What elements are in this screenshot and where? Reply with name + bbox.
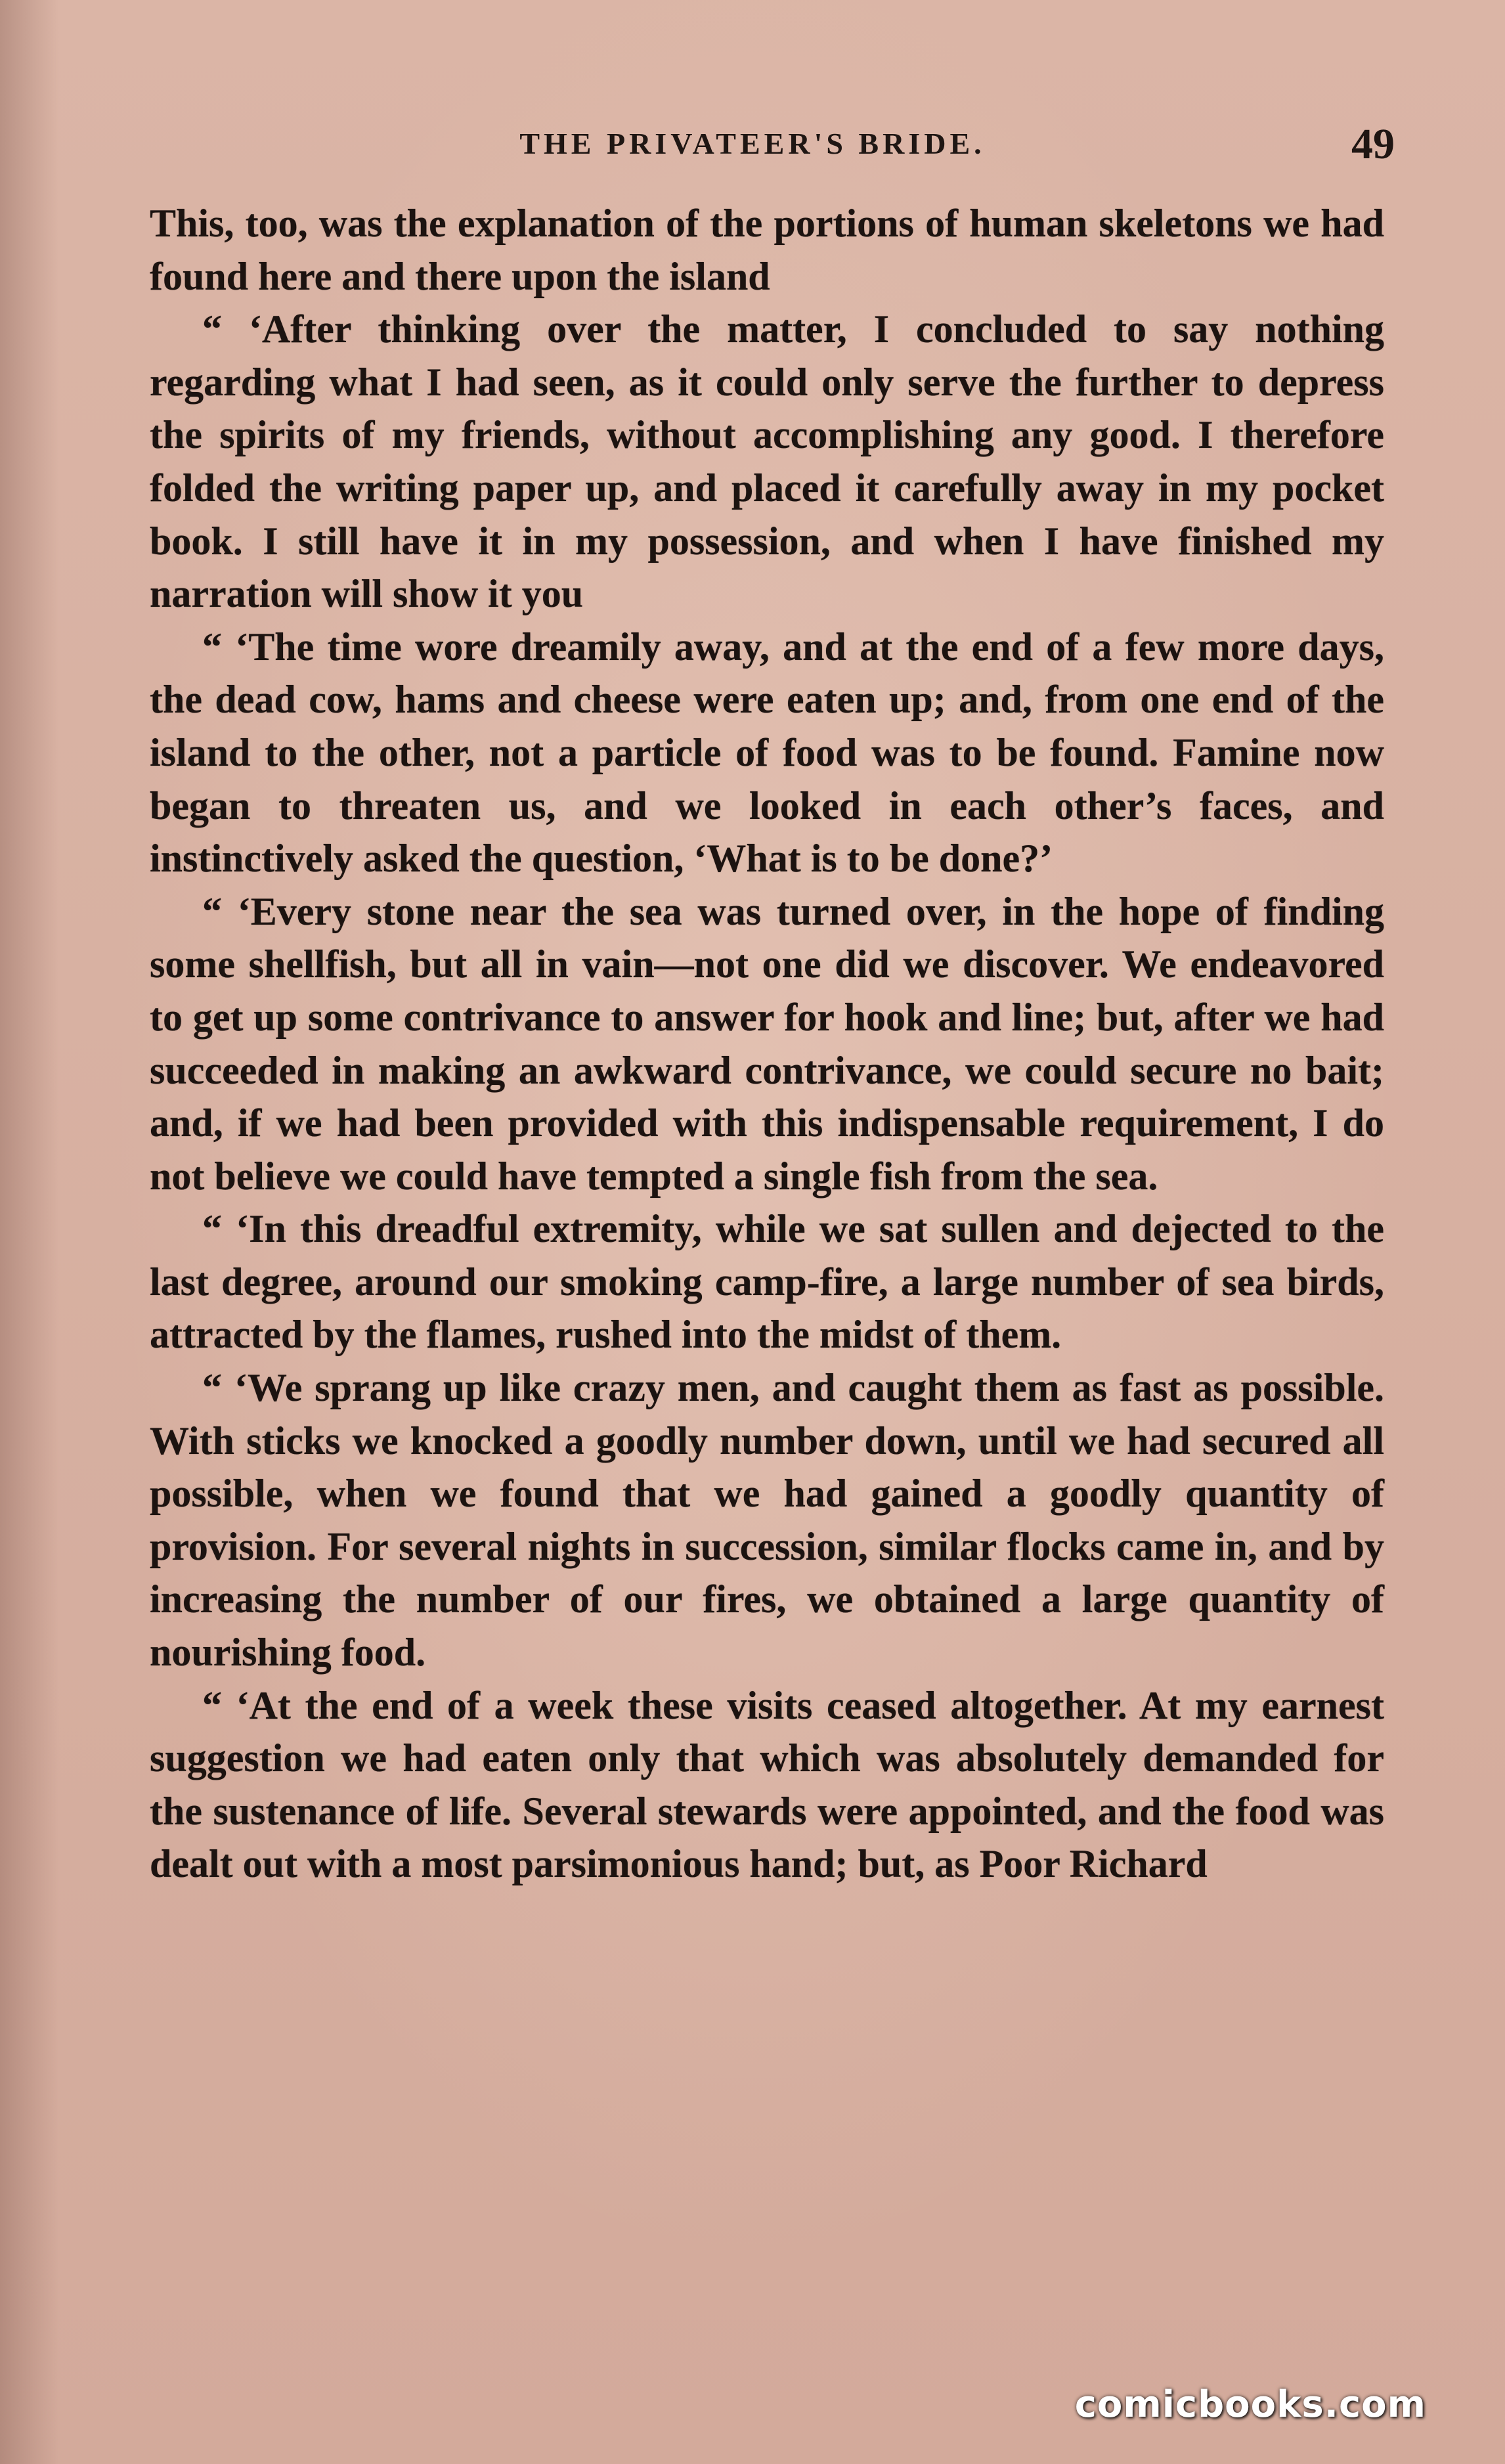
page-number: 49 [1351, 120, 1395, 168]
paragraph-2: “ ‘After thinking over the matter, I concluded to say nothing regarding what I had seen, as it could only serve the further to depress the spirits of my friends, without accomplishing any good. I therefore folded the writing paper up, and placed it carefully away in my pocket book. I still have it in my possession, and when I have finished my narration will show it you [150, 307, 1384, 616]
paragraph-4: “ ‘Every stone near the sea was turned over, in the hope of finding some shellfish, but all in vain—not one did we discover. We endeavored to get up some contrivance to answer for hook and line; but, after we had succeeded in making an awkward contrivance, we could secure no bait; and, if we had been provided with this indispensable requirement, I do not believe we could have tempted a single fish from the sea. [150, 889, 1384, 1198]
page-edge-shadow [0, 0, 59, 2464]
watermark: comicbooks.com [1074, 2383, 1426, 2426]
body-text [150, 197, 1384, 1891]
paragraph-1: This, too, was the explanation of the portions of human skeletons we had found here and there upon the island [150, 202, 1384, 298]
paragraph-5: “ ‘In this dreadful extremity, while we sat sullen and dejected to the last degree, around our smoking camp-fire, a large number of sea birds, attracted by the flames, rushed into the midst of them. [150, 1207, 1384, 1357]
paragraph-7: “ ‘At the end of a week these visits ceased altogether. At my earnest suggestion we had eaten only that which was absolutely demanded for the sustenance of life. Several stewards were appointed, and the food was dealt out with a most parsimonious hand; but, as Poor Richard [150, 1683, 1384, 1886]
running-head [0, 120, 1505, 172]
paragraph-3: “ ‘The time wore dreamily away, and at the end of a few more days, the dead cow, hams and cheese were eaten up; and, from one end of the island to the other, not a particle of food was to be found. Famine now began to threaten us, and we looked in each other’s faces, and instinctively asked the question, ‘What is to be done?’ [150, 625, 1384, 881]
paragraph-6: “ ‘We sprang up like crazy men, and caught them as fast as possible. With sticks we knocked a goodly number down, until we had secured all possible, when we found that we had gained a goodly quantity of provision. For several nights in succession, similar flocks came in, and by increasing the number of our fires, we obtained a large quantity of nourishing food. [150, 1366, 1384, 1675]
running-title: THE PRIVATEER'S BRIDE. [519, 127, 986, 160]
